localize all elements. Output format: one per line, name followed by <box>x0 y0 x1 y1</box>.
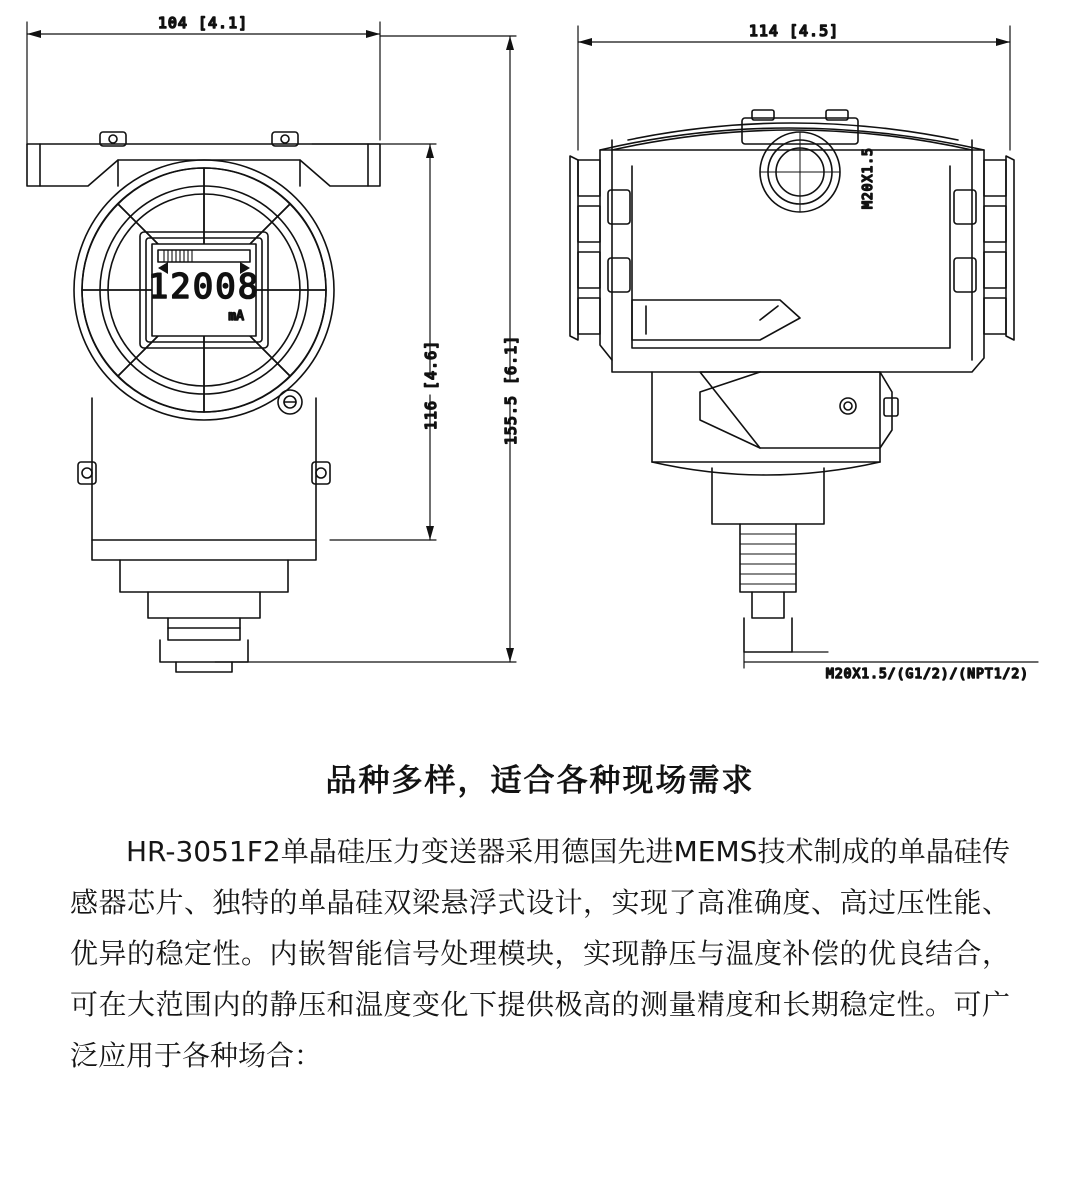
description-block <box>0 755 1080 1081</box>
process-connection-side <box>712 468 824 652</box>
process-connection-front <box>160 618 248 672</box>
conduit-port <box>742 110 858 212</box>
dim-width-104 <box>27 22 380 145</box>
lcd-unit: mA <box>228 309 244 324</box>
right-fins <box>984 156 1014 340</box>
dim-process-thread-label: M20X1.5/(G1/2)/(NPT1/2) <box>826 667 1030 682</box>
housing-side <box>570 110 1038 668</box>
dim-width-104-label: 104 [4.1] <box>157 14 249 32</box>
dim-width-114-label: 114 [4.5] <box>748 22 840 40</box>
process-thread-leader <box>744 652 1038 668</box>
dim-width-114 <box>578 26 1010 150</box>
section-headline: 品种多样，适合各种现场需求 <box>325 763 755 799</box>
transmitter-body-front <box>78 398 330 618</box>
lcd-value: 12008 <box>147 267 261 307</box>
cover-screw <box>278 390 302 414</box>
left-fins <box>570 156 600 340</box>
terminal-cover <box>632 300 800 340</box>
sensor-module-side <box>652 372 898 475</box>
dim-conduit-thread-label: M20X1.5 <box>861 147 876 209</box>
side-view-group <box>570 22 1038 682</box>
dim-height-155-label: 155.5 [6.1] <box>502 334 520 446</box>
description-paragraph: HR-3051F2单晶硅压力变送器采用德国先进MEMS技术制成的单晶硅传感器芯片、独特的单晶硅双梁悬浮式设计，实现了高准确度、高过压性能、优异的稳定性。内嵌智能信号处理模块，实现静压与温度补偿的优良结合，可在大范围内的静压和温度变化下提供极高的测量精度和长期稳定性。可广泛应用于各种场合： <box>70 835 1010 1072</box>
body-panel <box>608 166 976 348</box>
front-view-group <box>27 14 520 672</box>
dim-height-155 <box>215 36 516 662</box>
lcd-display <box>148 244 260 336</box>
dim-height-116-label: 116 [4.6] <box>422 339 440 431</box>
description-paragraph-wrapper <box>70 826 1010 1081</box>
